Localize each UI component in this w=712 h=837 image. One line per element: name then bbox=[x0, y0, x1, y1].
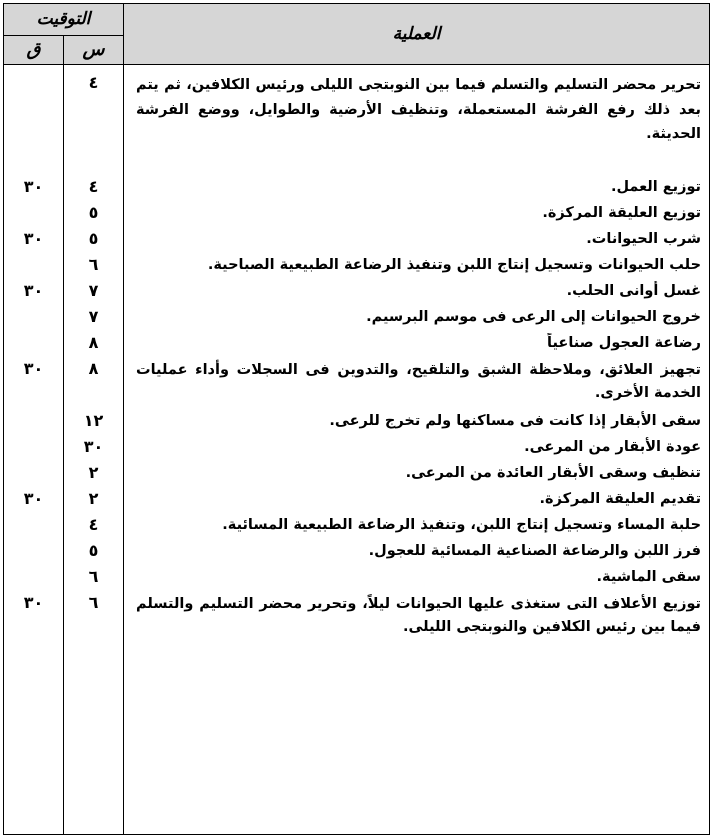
hour-value: ٨ bbox=[88, 359, 99, 378]
minute-value bbox=[4, 307, 63, 327]
minute-value bbox=[4, 73, 63, 171]
minute-value bbox=[4, 515, 63, 535]
hour-value: ٧ bbox=[88, 281, 99, 300]
minute-value: ٣٠ bbox=[23, 593, 44, 612]
hour-value: ٦ bbox=[88, 567, 99, 586]
hour-value: ٧ bbox=[88, 307, 99, 326]
schedule-table bbox=[3, 3, 710, 835]
minute-value: ٣٠ bbox=[23, 177, 44, 196]
operation-text: سقى الماشية. bbox=[596, 569, 702, 585]
hour-value: ٣٠ bbox=[83, 437, 104, 456]
operation-text: حلبة المساء وتسجيل إنتاج اللبن، وتنفيذ الرضاعة الطبيعية المسائية. bbox=[222, 517, 702, 533]
operations-column bbox=[124, 65, 710, 835]
hour-value: ٥ bbox=[88, 203, 99, 222]
minute-value bbox=[4, 255, 63, 275]
minute-value bbox=[4, 463, 63, 483]
minute-value: ٣٠ bbox=[23, 229, 44, 248]
operation-text: سقى الأبقار إذا كانت فى مساكنها ولم تخرج للرعى. bbox=[329, 413, 702, 429]
hour-value: ٢ bbox=[88, 489, 99, 508]
operation-text: تجهيز العلائق، وملاحظة الشبق والتلقيح، والتدوين فى السجلات وأداء عمليات الخدمة الأخرى. bbox=[136, 362, 702, 401]
operation-text: تنظيف وسقى الأبقار العائدة من المرعى. bbox=[405, 465, 702, 481]
minute-value bbox=[4, 567, 63, 587]
hour-value: ٦ bbox=[88, 593, 99, 612]
minute-value bbox=[4, 541, 63, 561]
operation-text: عودة الأبقار من المرعى. bbox=[524, 439, 702, 455]
minute-value bbox=[4, 437, 63, 457]
operation-text: رضاعة العجول صناعياً bbox=[547, 335, 702, 351]
hour-value: ٤ bbox=[88, 515, 99, 534]
operation-text: تحرير محضر التسليم والتسلم فيما بين النوبتجى الليلى ورئيس الكلافين، ثم يتم بعد ذلك رفع الفرشة المستعملة، وتنظيف الأرضية والطوايل، ووضع الفرشة الحديثة. bbox=[136, 77, 702, 142]
operation-text: شرب الحيوانات. bbox=[586, 231, 702, 247]
timing-header: التوقيت bbox=[4, 4, 124, 36]
hour-value: ٦ bbox=[88, 255, 99, 274]
hour-value: ٤ bbox=[88, 73, 99, 92]
minute-header: ق bbox=[4, 35, 64, 64]
minute-value bbox=[4, 411, 63, 431]
hour-value: ٥ bbox=[88, 229, 99, 248]
hour-value: ١٢ bbox=[83, 411, 104, 430]
hour-value: ٨ bbox=[88, 333, 99, 352]
minute-value bbox=[4, 203, 63, 223]
hour-value: ٥ bbox=[88, 541, 99, 560]
operation-text: غسل أوانى الحلب. bbox=[566, 283, 702, 299]
hour-value: ٤ bbox=[88, 177, 99, 196]
operation-text: خروج الحيوانات إلى الرعى فى موسم البرسيم. bbox=[366, 309, 702, 325]
operation-text: توزيع العليقة المركزة. bbox=[542, 205, 702, 221]
operation-text: فرز اللبن والرضاعة الصناعية المسائية للعجول. bbox=[368, 543, 702, 559]
minutes-column bbox=[4, 65, 64, 835]
operation-text: توزيع الأعلاف التى ستغذى عليها الحيوانات ليلاً، وتحرير محضر التسليم والتسلم فيما بين رئيس الكلافين والنوبتجى الليلى. bbox=[136, 596, 702, 635]
operation-header: العملية bbox=[124, 4, 710, 65]
minute-value bbox=[4, 333, 63, 353]
hour-header: س bbox=[64, 35, 124, 64]
minute-value: ٣٠ bbox=[23, 489, 44, 508]
hour-value: ٢ bbox=[88, 463, 99, 482]
minute-value: ٣٠ bbox=[23, 359, 44, 378]
hours-column bbox=[64, 65, 124, 835]
operation-text: تقديم العليقة المركزة. bbox=[539, 491, 702, 507]
minute-value: ٣٠ bbox=[23, 281, 44, 300]
operation-text: توزيع العمل. bbox=[610, 179, 702, 195]
operation-text: حلب الحيوانات وتسجيل إنتاج اللبن وتنفيذ الرضاعة الطبيعية الصباحية. bbox=[207, 257, 702, 273]
